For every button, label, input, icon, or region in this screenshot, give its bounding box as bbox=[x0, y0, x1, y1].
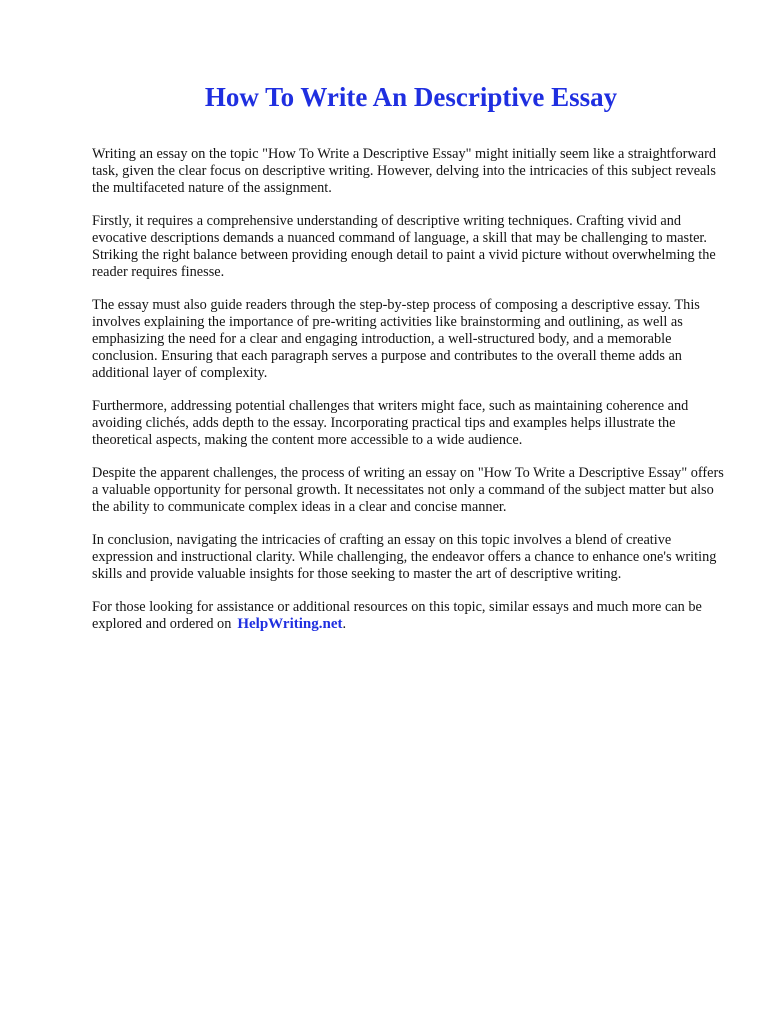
document-title: How To Write An Descriptive Essay bbox=[204, 82, 618, 112]
paragraph-6: In conclusion, navigating the intricacies of crafting an essay on this topic involves a blend of creative expression and instructional clarity. While challenging, the endeavor offers a chance to enhance one's writing skills and provide valuable insights for those seeking to master the art of descriptive writing. bbox=[92, 532, 717, 582]
document-body bbox=[92, 146, 732, 649]
paragraph-4: Furthermore, addressing potential challenges that writers might face, such as maintaining coherence and avoiding clichés, adds depth to the essay. Incorporating practical tips and examples helps illustrate the theoretical aspects, making the content more accessible to a wide audience. bbox=[92, 398, 689, 448]
closing-paragraph bbox=[92, 599, 732, 633]
paragraph-2: Firstly, it requires a comprehensive understanding of descriptive writing techniques. Crafting vivid and evocative descriptions demands a nuanced command of language, a skill that may be challenging to master. Striking the right balance between providing enough detail to paint a vivid picture without overwhelming the reader requires finesse. bbox=[92, 213, 716, 280]
closing-suffix: . bbox=[342, 616, 347, 632]
paragraph-5: Despite the apparent challenges, the process of writing an essay on "How To Write a Descriptive Essay" offers a valuable opportunity for personal growth. It necessitates not only a command of the subject matter but also the ability to communicate complex ideas in a clear and concise manner. bbox=[92, 465, 724, 515]
paragraph-3: The essay must also guide readers through the step-by-step process of composing a descriptive essay. This involves explaining the importance of pre-writing activities like brainstorming and outlining, as well as emphasizing the need for a clear and engaging introduction, a well-structured body, and a memorable conclusion. Ensuring that each paragraph serves a purpose and contributes to the overall theme adds an additional layer of complexity. bbox=[92, 297, 700, 381]
helpwriting-link[interactable]: HelpWriting.net bbox=[237, 616, 343, 632]
closing-text: For those looking for assistance or additional resources on this topic, similar essays and much more can be explored and ordered on bbox=[92, 599, 702, 632]
paragraph-1: Writing an essay on the topic "How To Write a Descriptive Essay" might initially seem like a straightforward task, given the clear focus on descriptive writing. However, delving into the intricacies of this subject reveals the multifaceted nature of the assignment. bbox=[92, 146, 717, 196]
